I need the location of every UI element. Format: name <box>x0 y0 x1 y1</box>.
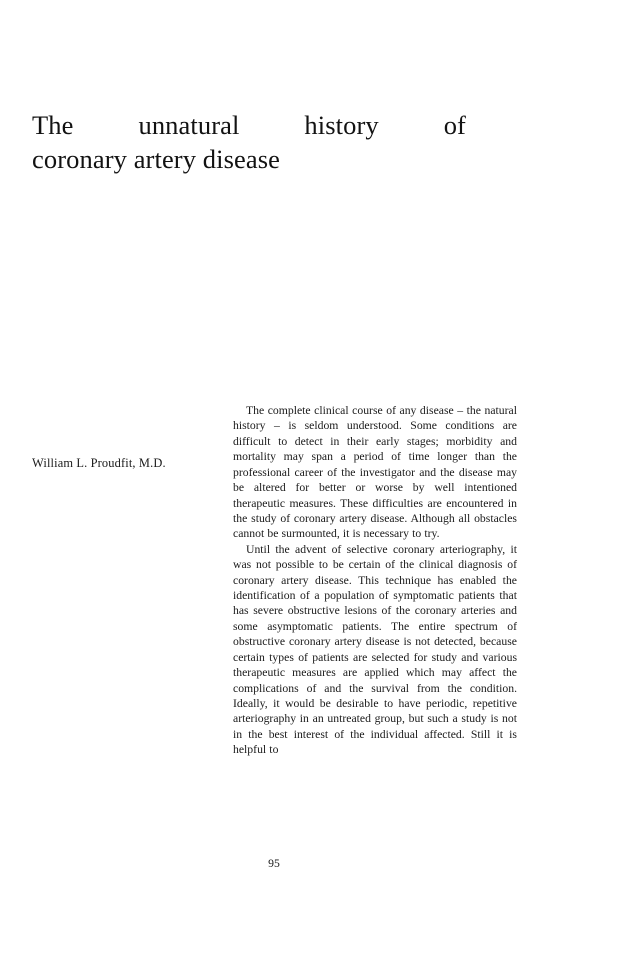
body-paragraph: The complete clinical course of any disease – the natural history – is seldom understood. Some conditions are difficult to detect in their early stages; morbidity and mortality may span a period of time longer than the professional career of the investigator and the disease may be altered for better or worse by well intentioned therapeutic measures. These difficulties are encountered in the study of coronary artery disease. Although all obstacles cannot be surmounted, it is necessary to try. <box>233 404 517 541</box>
author-byline: William L. Proudfit, M.D. <box>32 456 166 470</box>
body-text-column <box>233 403 517 758</box>
page-title <box>32 108 466 176</box>
page-number-folio: 95 <box>268 857 280 870</box>
body-paragraph: Until the advent of selective coronary arteriography, it was not possible to be certain of the clinical diagnosis of coronary artery disease. This technique has enabled the identification of a population of symptomatic patients that has severe obstructive lesions of the coronary arteries and some asymptomatic patients. The entire spectrum of obstructive coronary artery disease is not detected, because certain types of patients are selected for study and various therapeutic measures are applied which may affect the complications of and the survival from the condition. Ideally, it would be desirable to have periodic, repetitive arteriography in an untreated group, but such a study is not in the best interest of the individual affected. Still it is helpful to <box>233 542 517 757</box>
page-title-line-2: coronary artery disease <box>32 144 281 174</box>
page-title-line-1: The unnatural history of <box>32 110 466 140</box>
